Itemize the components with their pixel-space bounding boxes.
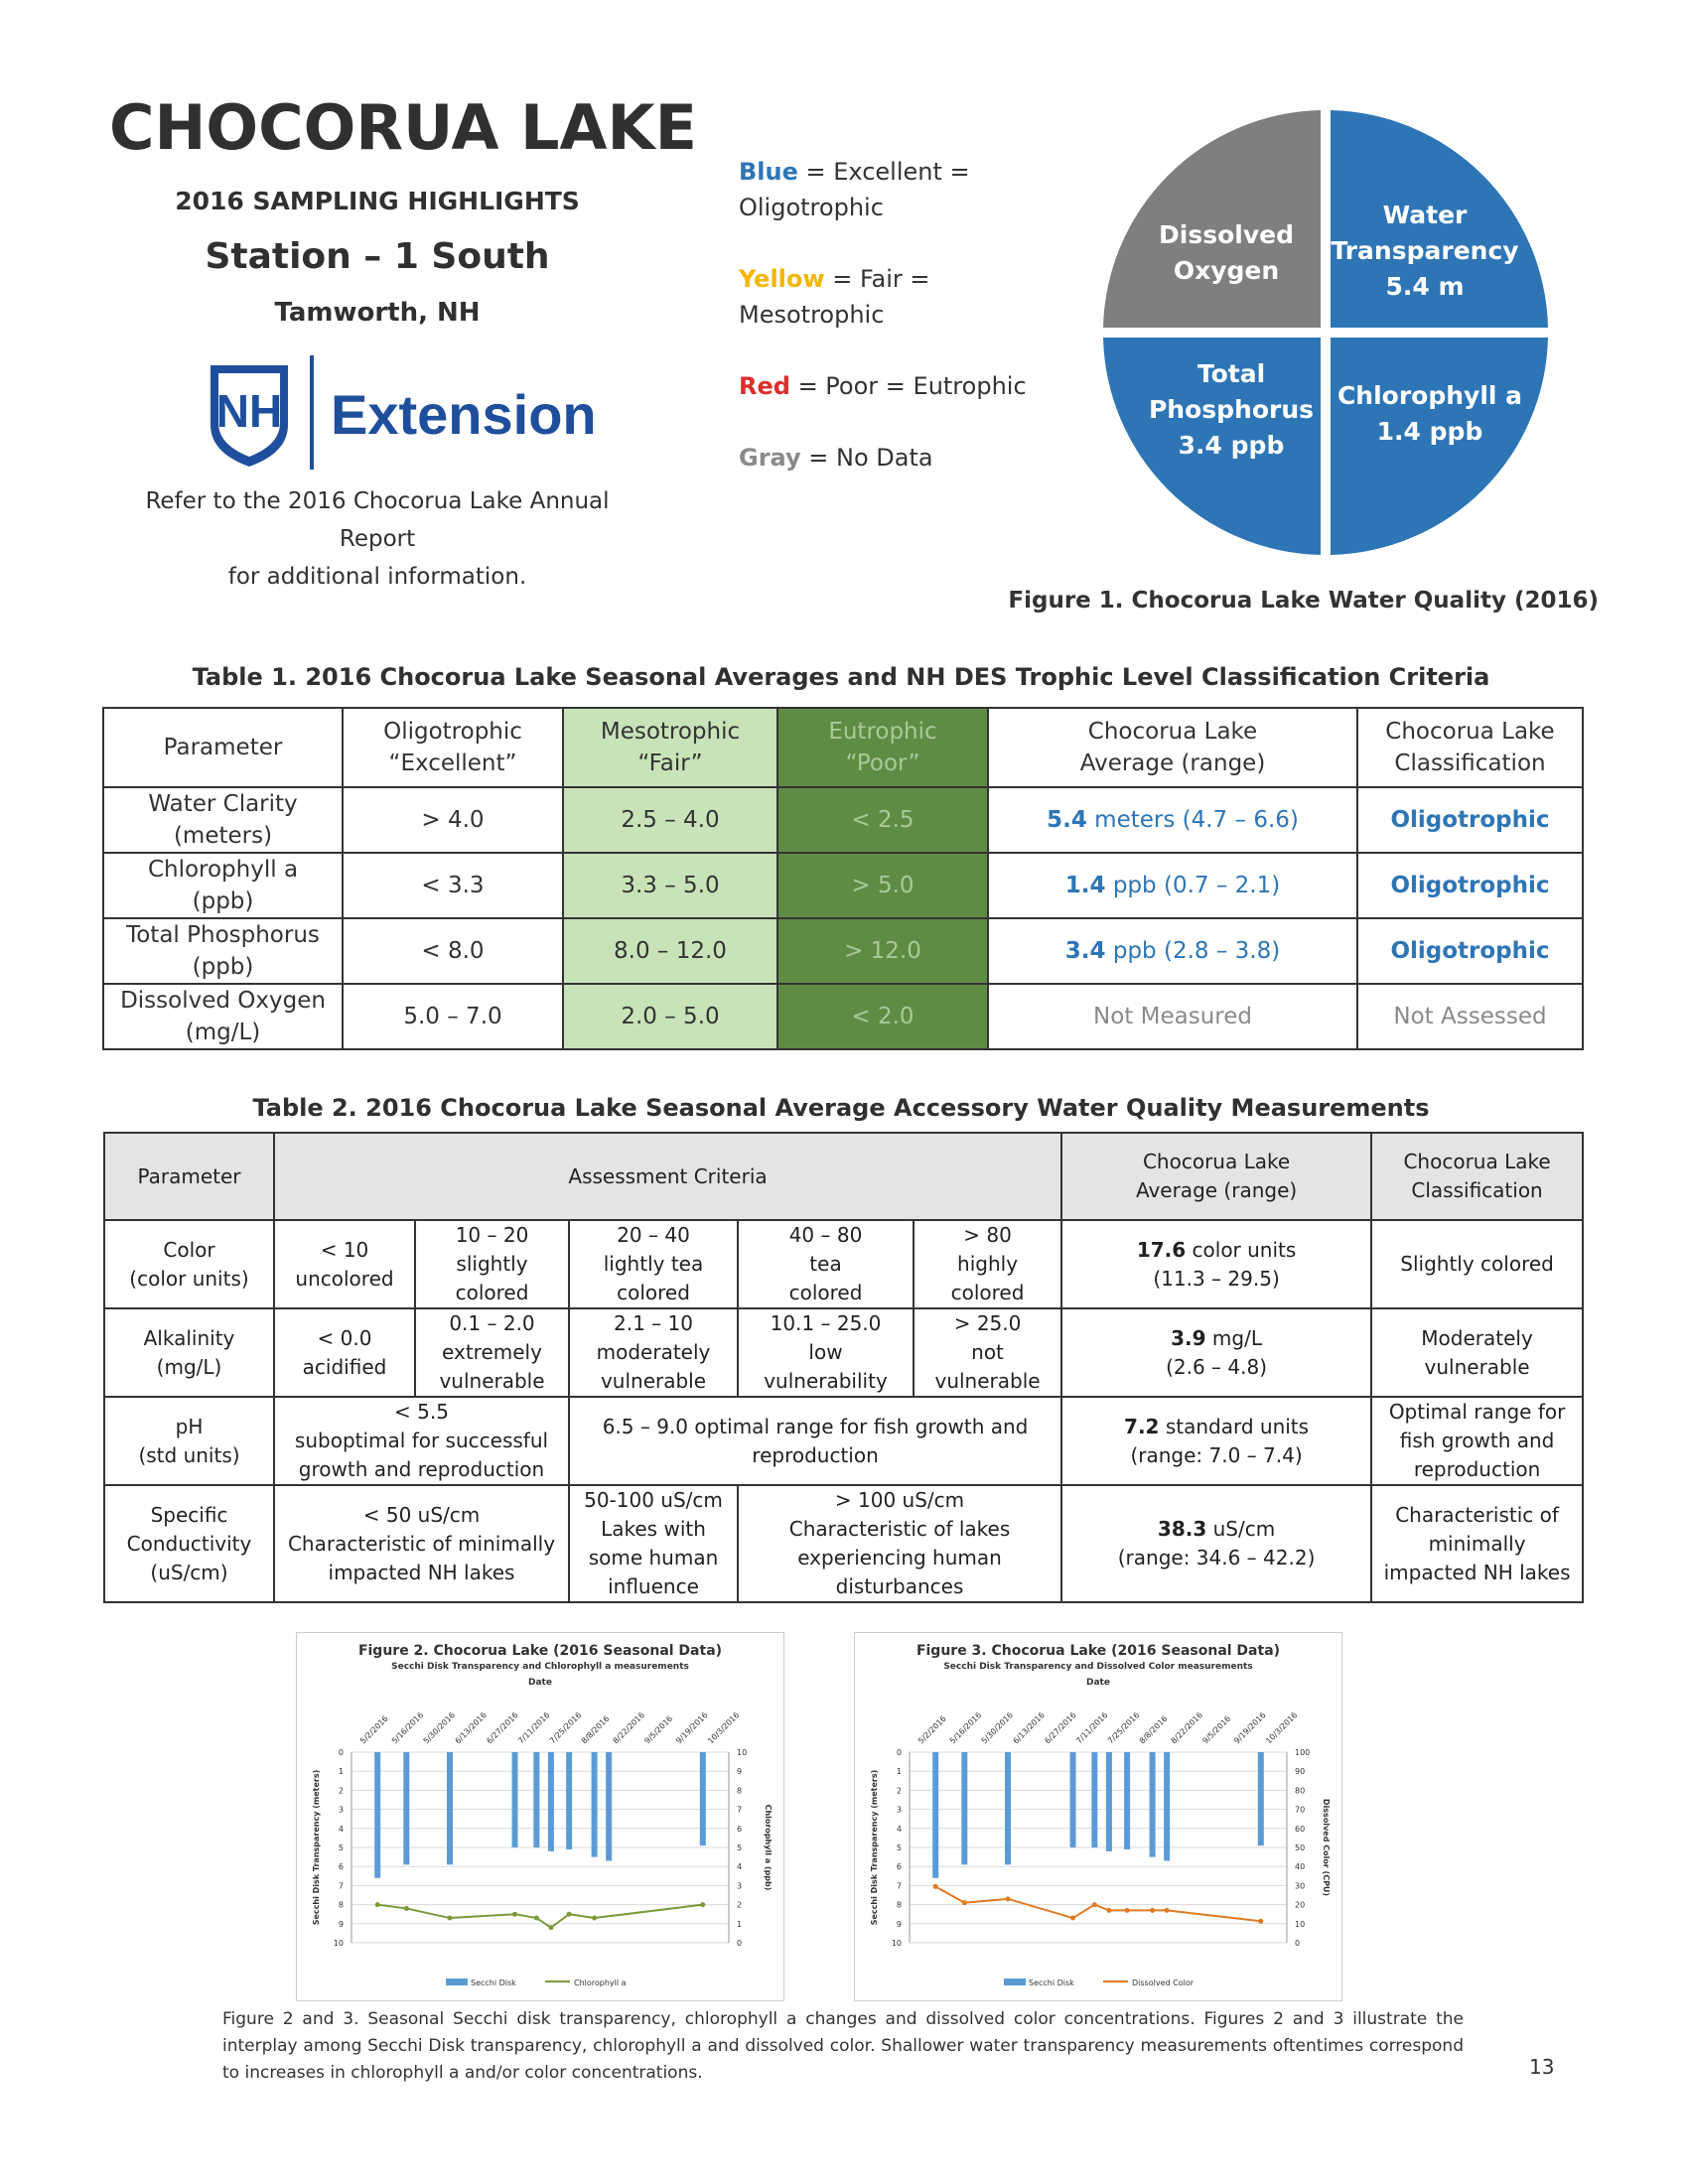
y2-tick-label: 70	[1295, 1805, 1306, 1815]
x-tick-label: 5/30/2016	[421, 1710, 458, 1746]
y-tick-label: 4	[338, 1824, 344, 1834]
y-tick-label: 2	[338, 1786, 344, 1796]
criteria-cell: 10 – 20 slightly colored	[415, 1220, 569, 1308]
secchi-bar	[1070, 1752, 1076, 1847]
criteria-cell: > 100 uS/cm Characteristic of lakes experiencing human disturbances	[738, 1485, 1061, 1602]
series-line	[935, 1886, 1261, 1921]
x-tick-label: 5/2/2016	[358, 1713, 390, 1746]
page-number: 13	[1529, 2055, 1555, 2079]
y2-tick-label: 10	[1295, 1919, 1306, 1929]
y-tick-label: 6	[896, 1862, 902, 1872]
pie-slice-label: 3.4 ppb	[1178, 431, 1285, 460]
secchi-bar	[1164, 1752, 1170, 1860]
y-tick-label: 1	[338, 1767, 344, 1777]
series-point	[534, 1916, 539, 1921]
x-tick-label: 6/13/2016	[453, 1710, 489, 1746]
y-tick-label: 10	[333, 1939, 344, 1948]
secchi-bar	[1150, 1752, 1156, 1857]
x-tick-label: 9/19/2016	[1232, 1710, 1268, 1746]
y-tick-label: 5	[896, 1843, 902, 1852]
chart-subtitle: Secchi Disk Transparency and Dissolved Color measurements	[943, 1662, 1253, 1672]
x-tick-label: 8/22/2016	[611, 1710, 646, 1746]
y-tick-label: 4	[896, 1824, 902, 1834]
secchi-bar	[1091, 1752, 1097, 1847]
table-row	[104, 1220, 1583, 1308]
y2-axis-label: Dissolved Color (CPU)	[1322, 1798, 1331, 1897]
series-point	[1165, 1908, 1170, 1913]
x-tick-label: 7/25/2016	[1105, 1710, 1142, 1746]
legend-meaning: = Fair =	[824, 265, 930, 293]
secchi-bar	[533, 1752, 539, 1847]
x-tick-label: 5/16/2016	[947, 1710, 984, 1746]
series-point	[404, 1906, 409, 1911]
secchi-bar	[961, 1752, 967, 1864]
y2-tick-label: 5	[737, 1843, 743, 1852]
average-value: 38.3	[1157, 1517, 1207, 1541]
table1-caption: Table 1. 2016 Chocorua Lake Seasonal Averages and NH DES Trophic Level Classification Criteria	[192, 663, 1490, 691]
criteria-cell: < 5.5 suboptimal for successful growth and reproduction	[274, 1397, 569, 1485]
legend-item	[739, 440, 1066, 476]
table2-header: Assessment Criteria	[274, 1133, 1061, 1220]
criteria-cell: < 50 uS/cm Characteristic of minimally impacted NH lakes	[274, 1485, 569, 1602]
oligotrophic-cell: > 4.0	[343, 787, 563, 853]
secchi-bar	[700, 1752, 706, 1845]
y-tick-label: 0	[338, 1748, 344, 1757]
pie-slice-label: Water	[1382, 201, 1468, 229]
average-cell: 1.4 ppb (0.7 – 2.1)	[988, 853, 1357, 918]
water-quality-pie	[1100, 107, 1551, 558]
secchi-bar	[606, 1752, 612, 1860]
report-note-line1: Refer to the 2016 Chocorua Lake Annual Report	[145, 488, 610, 552]
mesotrophic-cell: 3.3 – 5.0	[563, 853, 777, 918]
classification-cell: Oligotrophic	[1357, 853, 1583, 918]
legend-color-word: Gray	[739, 444, 801, 472]
average-value: 3.4	[1064, 938, 1106, 964]
average-cell: 38.3 uS/cm (range: 34.6 – 42.2)	[1061, 1485, 1371, 1602]
y2-tick-label: 50	[1295, 1843, 1306, 1852]
series-point	[1150, 1908, 1155, 1913]
criteria-cell: 50-100 uS/cm Lakes with some human influence	[569, 1485, 738, 1602]
pie-slice-label: Transparency	[1331, 236, 1519, 265]
parameter-cell: Alkalinity (mg/L)	[104, 1308, 274, 1397]
classification-cell: Oligotrophic	[1357, 787, 1583, 853]
eutrophic-cell: < 2.0	[777, 984, 988, 1049]
y2-tick-label: 7	[737, 1805, 743, 1815]
y-tick-label: 7	[896, 1881, 902, 1891]
logo-text: Extension	[331, 383, 597, 446]
average-value: 7.2	[1124, 1414, 1160, 1438]
sampling-highlights-heading: 2016 SAMPLING HIGHLIGHTS	[175, 187, 580, 215]
trophic-classification-table	[102, 707, 1584, 1050]
table1-header: Eutrophic “Poor”	[777, 708, 988, 787]
y-tick-label: 2	[896, 1786, 902, 1796]
x-axis-label: Date	[1086, 1678, 1110, 1688]
figures-caption: Figure 2 and 3. Seasonal Secchi disk transparency, chlorophyll a changes and dissolved color concentrations. Figures 2 and 3 illustrate the interplay among Secchi Disk transparency, chlorophyll a and dissolved color. Shallower water transparency measurements oftentimes correspond to increases in chlorophyll a and/or color concentrations.	[222, 2009, 1464, 2083]
parameter-cell: Total Phosphorus (ppb)	[103, 918, 343, 984]
table-row	[103, 984, 1583, 1049]
accessory-measurements-table	[103, 1132, 1584, 1603]
series-point	[1106, 1908, 1111, 1913]
secchi-bar	[592, 1752, 598, 1857]
chart-subtitle: Secchi Disk Transparency and Chlorophyll a measurements	[391, 1662, 689, 1672]
average-value: 1.4	[1064, 873, 1106, 898]
logo-monogram: NH	[215, 385, 283, 437]
classification-cell: Moderately vulnerable	[1371, 1308, 1583, 1397]
average-cell: Not Measured	[988, 984, 1357, 1049]
legend-color-word: Blue	[739, 158, 798, 186]
series-point	[375, 1902, 380, 1907]
classification-cell: Characteristic of minimally impacted NH lakes	[1371, 1485, 1583, 1602]
y-tick-label: 6	[338, 1862, 344, 1872]
x-axis-label: Date	[528, 1678, 552, 1688]
x-tick-label: 6/13/2016	[1011, 1710, 1047, 1746]
x-tick-label: 7/11/2016	[516, 1710, 552, 1746]
legend-trophic-class: Mesotrophic	[739, 301, 885, 329]
legend-meaning: = No Data	[800, 444, 933, 472]
y2-tick-label: 1	[737, 1919, 743, 1929]
table-row	[104, 1308, 1583, 1397]
table2-header: Chocorua Lake Classification	[1371, 1133, 1583, 1220]
y2-tick-label: 0	[1295, 1939, 1301, 1948]
series-point	[1070, 1916, 1075, 1921]
secchi-bar	[403, 1752, 409, 1864]
legend-trophic-class: Oligotrophic	[739, 194, 884, 221]
x-tick-label: 9/5/2016	[1200, 1713, 1233, 1746]
table-row	[103, 918, 1583, 984]
criteria-cell: 0.1 – 2.0 extremely vulnerable	[415, 1308, 569, 1397]
report-note-line2: for additional information.	[227, 564, 527, 590]
series-point	[548, 1925, 553, 1930]
y2-tick-label: 80	[1295, 1786, 1306, 1796]
x-tick-label: 6/27/2016	[485, 1710, 520, 1746]
color-legend	[739, 154, 1066, 511]
table1-header: Oligotrophic “Excellent”	[343, 708, 563, 787]
table1-header: Mesotrophic “Fair”	[563, 708, 777, 787]
pie-slice-label: Total	[1196, 359, 1266, 388]
legend-label: Secchi Disk	[1029, 1979, 1074, 1987]
criteria-cell: 6.5 – 9.0 optimal range for fish growth and reproduction	[569, 1397, 1061, 1485]
legend-item	[739, 154, 1066, 225]
y-tick-label: 7	[338, 1881, 344, 1891]
secchi-bar	[374, 1752, 380, 1878]
series-point	[933, 1884, 938, 1889]
criteria-cell: 2.1 – 10 moderately vulnerable	[569, 1308, 738, 1397]
x-tick-label: 9/19/2016	[674, 1710, 710, 1746]
x-tick-label: 6/27/2016	[1043, 1710, 1078, 1746]
secchi-bar	[447, 1752, 453, 1864]
y-tick-label: 8	[338, 1900, 344, 1910]
table1-header: Chocorua Lake Average (range)	[988, 708, 1357, 787]
y-tick-label: 10	[891, 1939, 902, 1948]
x-tick-label: 5/30/2016	[979, 1710, 1016, 1746]
average-value: 17.6	[1136, 1237, 1187, 1262]
table1-header: Parameter	[103, 708, 343, 787]
secchi-bar	[512, 1752, 518, 1847]
y2-tick-label: 0	[737, 1939, 743, 1948]
secchi-bar	[1258, 1752, 1264, 1845]
pie-slice-label: 5.4 m	[1385, 272, 1465, 301]
table1-header: Chocorua Lake Classification	[1357, 708, 1583, 787]
report-note	[109, 482, 645, 596]
table2-header-row	[104, 1133, 1583, 1220]
legend-item	[739, 261, 1066, 333]
series-point	[592, 1916, 597, 1921]
pie-slice	[1103, 110, 1321, 328]
table-row	[103, 853, 1583, 918]
table2-header: Chocorua Lake Average (range)	[1061, 1133, 1371, 1220]
average-cell: 17.6 color units (11.3 – 29.5)	[1061, 1220, 1371, 1308]
y-axis-label: Secchi Disk Transparency (meters)	[870, 1769, 879, 1926]
table-row	[104, 1485, 1583, 1602]
mesotrophic-cell: 2.0 – 5.0	[563, 984, 777, 1049]
criteria-cell: 20 – 40 lightly tea colored	[569, 1220, 738, 1308]
average-value: 5.4	[1047, 807, 1087, 833]
oligotrophic-cell: 5.0 – 7.0	[343, 984, 563, 1049]
parameter-cell: Specific Conductivity (uS/cm)	[104, 1485, 274, 1602]
secchi-bar	[1124, 1752, 1130, 1849]
criteria-cell: 40 – 80 tea colored	[738, 1220, 914, 1308]
classification-cell: Slightly colored	[1371, 1220, 1583, 1308]
criteria-cell: > 80 highly colored	[914, 1220, 1061, 1308]
secchi-bar	[932, 1752, 938, 1878]
parameter-cell: Water Clarity (meters)	[103, 787, 343, 853]
pie-slice-label: Phosphorus	[1148, 395, 1315, 424]
classification-cell: Optimal range for fish growth and reproduction	[1371, 1397, 1583, 1485]
average-cell: 5.4 meters (4.7 – 6.6)	[988, 787, 1357, 853]
unh-extension-logo	[207, 355, 597, 470]
classification-cell: Oligotrophic	[1357, 918, 1583, 984]
mesotrophic-cell: 8.0 – 12.0	[563, 918, 777, 984]
x-tick-label: 9/5/2016	[642, 1713, 675, 1746]
series-point	[1092, 1902, 1097, 1907]
oligotrophic-cell: < 8.0	[343, 918, 563, 984]
eutrophic-cell: > 12.0	[777, 918, 988, 984]
station-heading: Station – 1 South	[205, 236, 550, 277]
y2-tick-label: 40	[1295, 1862, 1306, 1872]
series-point	[1125, 1908, 1130, 1913]
pie-slice-label: Chlorophyll a	[1336, 381, 1523, 410]
parameter-cell: Dissolved Oxygen (mg/L)	[103, 984, 343, 1049]
y-tick-label: 3	[338, 1805, 344, 1815]
y2-tick-label: 4	[737, 1862, 743, 1872]
x-tick-label: 10/3/2016	[1264, 1710, 1300, 1746]
figure1-caption: Figure 1. Chocorua Lake Water Quality (2016)	[1008, 588, 1599, 614]
figure2-chart	[296, 1632, 784, 2001]
mesotrophic-cell: 2.5 – 4.0	[563, 787, 777, 853]
y2-tick-label: 20	[1295, 1900, 1306, 1910]
classification-cell: Not Assessed	[1357, 984, 1583, 1049]
average-cell: 3.4 ppb (2.8 – 3.8)	[988, 918, 1357, 984]
location-heading: Tamworth, NH	[274, 298, 481, 328]
y-tick-label: 9	[896, 1919, 902, 1929]
y2-tick-label: 2	[737, 1900, 743, 1910]
criteria-cell: > 25.0 not vulnerable	[914, 1308, 1061, 1397]
chart-title: Figure 3. Chocorua Lake (2016 Seasonal Data)	[915, 1643, 1281, 1659]
series-point	[700, 1902, 705, 1907]
x-tick-label: 7/11/2016	[1074, 1710, 1110, 1746]
y2-tick-label: 6	[737, 1824, 743, 1834]
series-point	[448, 1916, 453, 1921]
eutrophic-cell: < 2.5	[777, 787, 988, 853]
oligotrophic-cell: < 3.3	[343, 853, 563, 918]
secchi-bar	[1005, 1752, 1011, 1864]
chart-title: Figure 2. Chocorua Lake (2016 Seasonal Data)	[357, 1643, 723, 1659]
table2-caption: Table 2. 2016 Chocorua Lake Seasonal Average Accessory Water Quality Measurements	[252, 1094, 1430, 1122]
y-tick-label: 3	[896, 1805, 902, 1815]
legend-label: Secchi Disk	[471, 1979, 516, 1987]
legend-meaning: = Excellent =	[797, 158, 970, 186]
series-point	[1006, 1896, 1011, 1901]
secchi-bar	[548, 1752, 554, 1851]
pie-slice-label: 1.4 ppb	[1376, 417, 1483, 446]
x-tick-label: 10/3/2016	[706, 1710, 742, 1746]
legend-swatch	[446, 1979, 468, 1985]
x-tick-label: 8/8/2016	[1137, 1713, 1170, 1746]
x-tick-label: 8/8/2016	[579, 1713, 612, 1746]
legend-color-word: Yellow	[739, 265, 825, 293]
series-point	[1258, 1919, 1263, 1924]
legend-label: Chlorophyll a	[574, 1979, 627, 1987]
average-cell: 3.9 mg/L (2.6 – 4.8)	[1061, 1308, 1371, 1397]
y2-tick-label: 3	[737, 1881, 743, 1891]
criteria-cell: < 0.0 acidified	[274, 1308, 415, 1397]
x-tick-label: 8/22/2016	[1169, 1710, 1204, 1746]
y-tick-label: 5	[338, 1843, 344, 1852]
page-title: CHOCORUA LAKE	[109, 91, 697, 164]
legend-swatch	[1004, 1979, 1026, 1985]
x-tick-label: 5/16/2016	[389, 1710, 426, 1746]
x-tick-label: 5/2/2016	[916, 1713, 948, 1746]
average-cell: 7.2 standard units (range: 7.0 – 7.4)	[1061, 1397, 1371, 1485]
y-tick-label: 8	[896, 1900, 902, 1910]
criteria-cell: 10.1 – 25.0 low vulnerability	[738, 1308, 914, 1397]
pie-slice-label: Oxygen	[1173, 256, 1280, 285]
y2-tick-label: 30	[1295, 1881, 1306, 1891]
series-point	[567, 1912, 572, 1917]
table2-header: Parameter	[104, 1133, 274, 1220]
average-value: 3.9	[1171, 1325, 1206, 1350]
y-tick-label: 0	[896, 1748, 902, 1757]
y2-tick-label: 8	[737, 1786, 743, 1796]
parameter-cell: Color (color units)	[104, 1220, 274, 1308]
y2-axis-label: Chlorophyll a (ppb)	[764, 1804, 773, 1891]
figure3-chart	[854, 1632, 1342, 2001]
y2-tick-label: 100	[1295, 1748, 1311, 1757]
pie-slice	[1331, 338, 1548, 555]
y-axis-label: Secchi Disk Transparency (meters)	[312, 1769, 321, 1926]
legend-item	[739, 368, 1066, 404]
y2-tick-label: 90	[1295, 1767, 1306, 1777]
y-tick-label: 9	[338, 1919, 344, 1929]
legend-meaning: = Poor = Eutrophic	[789, 372, 1027, 400]
criteria-cell: < 10 uncolored	[274, 1220, 415, 1308]
y2-tick-label: 10	[737, 1748, 748, 1757]
legend-label: Dissolved Color	[1132, 1979, 1194, 1987]
x-tick-label: 7/25/2016	[547, 1710, 584, 1746]
series-point	[512, 1912, 517, 1917]
y-tick-label: 1	[896, 1767, 902, 1777]
table-row	[104, 1397, 1583, 1485]
y2-tick-label: 9	[737, 1767, 743, 1777]
table-row	[103, 787, 1583, 853]
secchi-bar	[566, 1752, 572, 1849]
parameter-cell: pH (std units)	[104, 1397, 274, 1485]
secchi-bar	[1106, 1752, 1112, 1851]
parameter-cell: Chlorophyll a (ppb)	[103, 853, 343, 918]
eutrophic-cell: > 5.0	[777, 853, 988, 918]
pie-slice-label: Dissolved	[1159, 220, 1294, 249]
series-point	[962, 1900, 967, 1905]
legend-color-word: Red	[739, 372, 790, 400]
y2-tick-label: 60	[1295, 1824, 1306, 1834]
